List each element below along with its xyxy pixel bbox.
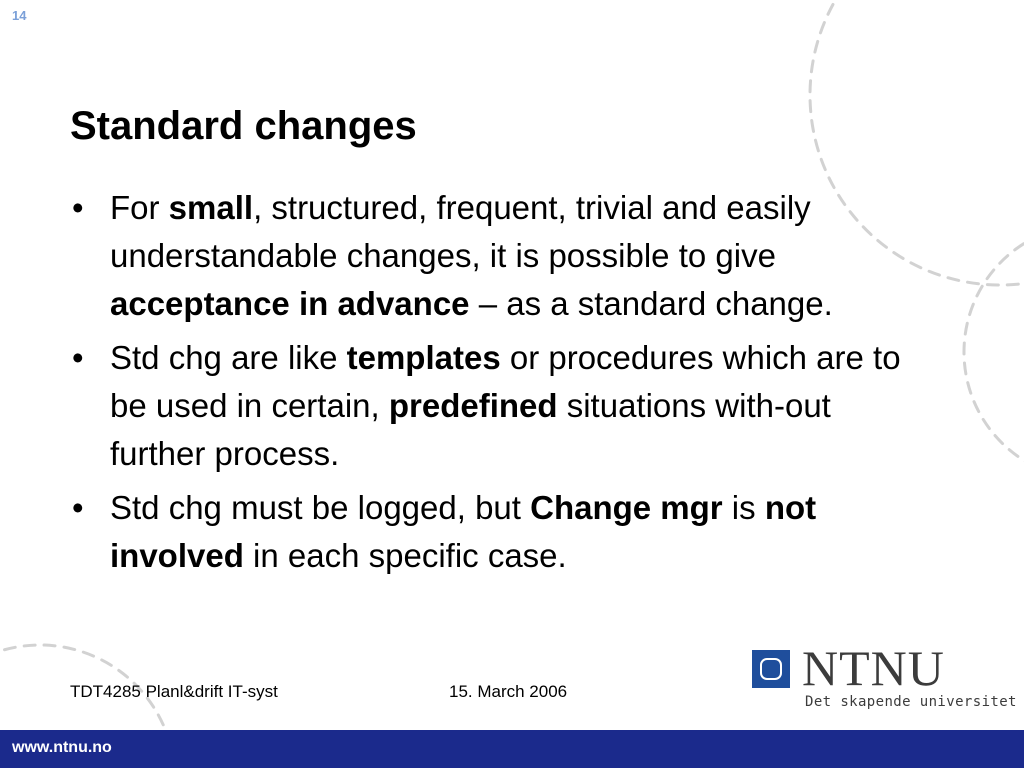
decor-circle-right (964, 224, 1024, 480)
bullet-item-1 (70, 184, 930, 328)
logo-mark-ring (760, 658, 782, 680)
bullet-text-1-part-2: , structured, frequent, trivial and easily understandable changes, it is possible to give (110, 189, 811, 274)
bullet-text-2-part-3: situations with-out further process. (110, 387, 831, 472)
bullet-icon: • (72, 489, 84, 526)
bullet-text-1-part-3: – as a standard change. (469, 285, 833, 322)
bullet-text-1-emphasis-small: small (168, 189, 254, 226)
bullet-text-2-emphasis-templates: templates (346, 339, 501, 376)
bullet-icon: • (72, 339, 84, 376)
logo-tagline: Det skapende universitet (805, 694, 1017, 710)
footer-bar (0, 730, 1024, 768)
bullet-text-3-part-2: is (722, 489, 765, 526)
bullet-text-3-emphasis-change-mgr: Change mgr (530, 489, 723, 526)
bullet-text-2-part-2: or procedures which are to be used in certain, (110, 339, 901, 424)
bullet-text-3-part-3: in each specific case. (243, 537, 567, 574)
ntnu-logo (752, 640, 1017, 716)
bullet-icon: • (72, 189, 84, 226)
footer-date: 15. March 2006 (449, 682, 568, 701)
bullet-text-1-emphasis-acceptance: acceptance in advance (110, 285, 470, 322)
bullet-text-3-emphasis-not-involved: not involved (110, 489, 817, 574)
ntnu-logo-mark-icon (752, 650, 790, 688)
bullet-item-2 (70, 334, 930, 478)
bullet-text-2-emphasis-predefined: predefined (388, 387, 558, 424)
bullet-list (70, 184, 930, 586)
slide-title: Standard changes (70, 104, 417, 148)
logo-name: NTNU (802, 640, 945, 696)
bullet-item-3 (70, 484, 930, 580)
bullet-text-1-part-1: For (110, 189, 169, 226)
bullet-text-2-part-1: Std chg are like (110, 339, 347, 376)
bullet-text-3-part-1: Std chg must be logged, but (110, 489, 531, 526)
footer-course-name: TDT4285 Planl&drift IT-syst (70, 682, 278, 701)
footer-url: www.ntnu.no (12, 739, 112, 756)
page-number: 14 (12, 8, 27, 23)
